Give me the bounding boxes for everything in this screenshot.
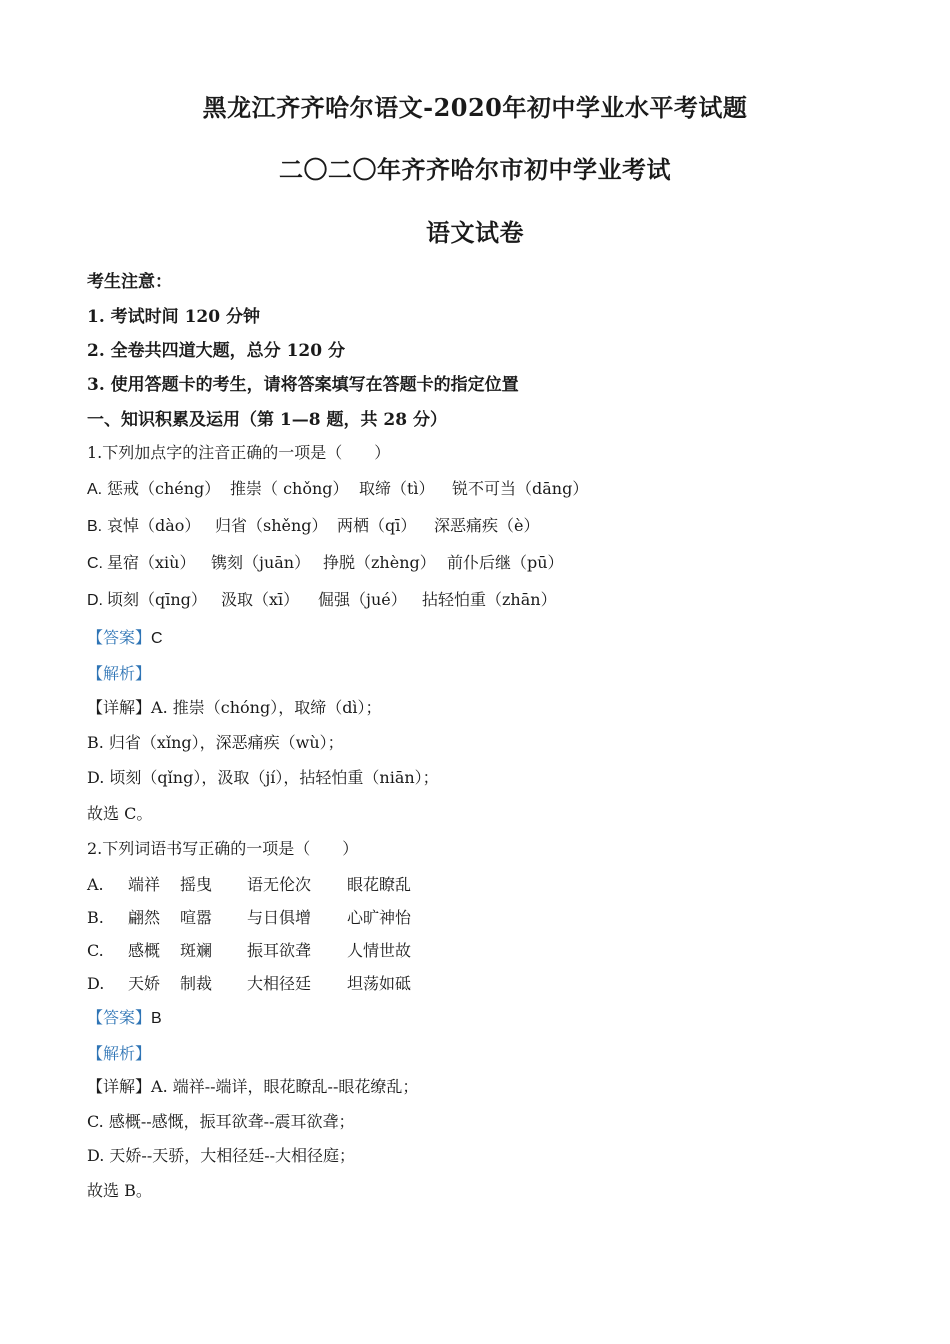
option-item: 拈轻怕重（zhān） [422, 590, 557, 609]
detail-tag: 【详解】 [87, 1077, 152, 1096]
option-label: C. [87, 941, 104, 960]
option-item: 喧嚣 [180, 908, 213, 927]
q2-detail-3: D. 天娇--天骄，大相径廷--大相径庭； [87, 1146, 356, 1165]
option-label: B. [87, 518, 103, 535]
notice-heading: 考生注意： [87, 272, 172, 292]
answer-value: B [151, 1010, 162, 1027]
sub-title: 二〇二〇年齐齐哈尔市初中学业考试 [279, 155, 671, 184]
q1-analysis-tag: 【解析】 [87, 664, 152, 683]
q2-option-a [87, 872, 411, 895]
option-item: 与日俱增 [247, 908, 312, 927]
option-item: 顷刻（qīng） [107, 590, 207, 609]
option-item: 镌刻（juān） [211, 553, 311, 572]
q2-option-d [87, 971, 411, 994]
q1-stem: 1.下列加点字的注音正确的一项是（ ） [87, 443, 391, 462]
q2-option-b [87, 905, 411, 928]
option-item: 制裁 [180, 974, 213, 993]
option-item: 大相径廷 [247, 974, 312, 993]
answer-tag: 【答案】 [87, 628, 152, 647]
option-item: 倔强（jué） [318, 590, 407, 609]
q1-detail-1 [87, 695, 382, 718]
option-item: 深恶痛疾（è） [434, 516, 540, 535]
option-item: 心旷神怡 [347, 908, 412, 927]
q2-stem: 2.下列词语书写正确的一项是（ ） [87, 839, 359, 858]
q1-option-a [87, 476, 588, 499]
option-item: 归省（shěng） [215, 516, 328, 535]
q1-conclusion: 故选 C。 [87, 804, 153, 823]
q2-analysis-tag: 【解析】 [87, 1044, 152, 1063]
option-item: 星宿（xiù） [107, 553, 196, 572]
q1-detail-3: D. 顷刻（qǐng），汲取（jí），拈轻怕重（niān）； [87, 768, 439, 787]
option-label: A. [87, 875, 104, 894]
section-heading: 一、知识积累及运用（第 1—8 题，共 28 分） [87, 410, 447, 430]
main-title: 黑龙江齐齐哈尔语文-2020年初中学业水平考试题 [202, 93, 748, 122]
q1-option-c [87, 550, 564, 573]
option-label: B. [87, 908, 104, 927]
notice-item-1: 1. 考试时间 120 分钟 [87, 307, 260, 327]
option-item: 取缔（tì） [359, 479, 435, 498]
q1-option-b [87, 513, 539, 536]
option-item: 锐不可当（dāng） [452, 479, 589, 498]
q2-conclusion: 故选 B。 [87, 1181, 152, 1200]
option-item: 感概 [128, 941, 161, 960]
q1-answer [87, 625, 163, 648]
option-item: 推崇（ chǒng） [230, 479, 349, 498]
option-item: 哀悼（dào） [107, 516, 201, 535]
notice-item-3: 3. 使用答题卡的考生，请将答案填写在答题卡的指定位置 [87, 375, 519, 395]
notice-item-2: 2. 全卷共四道大题，总分 120 分 [87, 341, 345, 361]
option-item: 振耳欲聋 [247, 941, 312, 960]
option-label: A. [87, 481, 103, 498]
option-item: 眼花瞭乱 [347, 875, 412, 894]
option-item: 惩戒（chéng） [107, 479, 221, 498]
option-item: 坦荡如砥 [347, 974, 412, 993]
q2-option-c [87, 938, 411, 961]
option-item: 天娇 [128, 974, 161, 993]
option-item: 前仆后继（pū） [447, 553, 564, 572]
answer-value: C [151, 630, 163, 647]
detail-text: A. 端祥--端详，眼花瞭乱--眼花缭乱； [151, 1077, 419, 1096]
q2-detail-2: C. 感概--感慨，振耳欲聋--震耳欲聋； [87, 1112, 355, 1131]
option-item: 翩然 [128, 908, 161, 927]
option-label: D. [87, 974, 105, 993]
option-item: 汲取（xī） [221, 590, 300, 609]
option-item: 语无伦次 [247, 875, 312, 894]
option-item: 端祥 [128, 875, 161, 894]
option-item: 摇曳 [180, 875, 213, 894]
option-item: 人情世故 [347, 941, 412, 960]
option-label: C. [87, 555, 103, 572]
option-item: 两栖（qī） [337, 516, 417, 535]
paper-title: 语文试卷 [426, 218, 524, 247]
answer-tag: 【答案】 [87, 1008, 152, 1027]
q2-answer [87, 1005, 162, 1028]
q1-detail-2: B. 归省（xǐng），深恶痛疾（wù）； [87, 733, 344, 752]
option-label: D. [87, 592, 103, 609]
detail-text: A. 推崇（chóng），取缔（dì）； [151, 698, 382, 717]
detail-tag: 【详解】 [87, 698, 152, 717]
option-item: 挣脱（zhèng） [323, 553, 436, 572]
q1-option-d [87, 587, 557, 610]
option-item: 斑斓 [180, 941, 213, 960]
q2-detail-1 [87, 1074, 418, 1097]
